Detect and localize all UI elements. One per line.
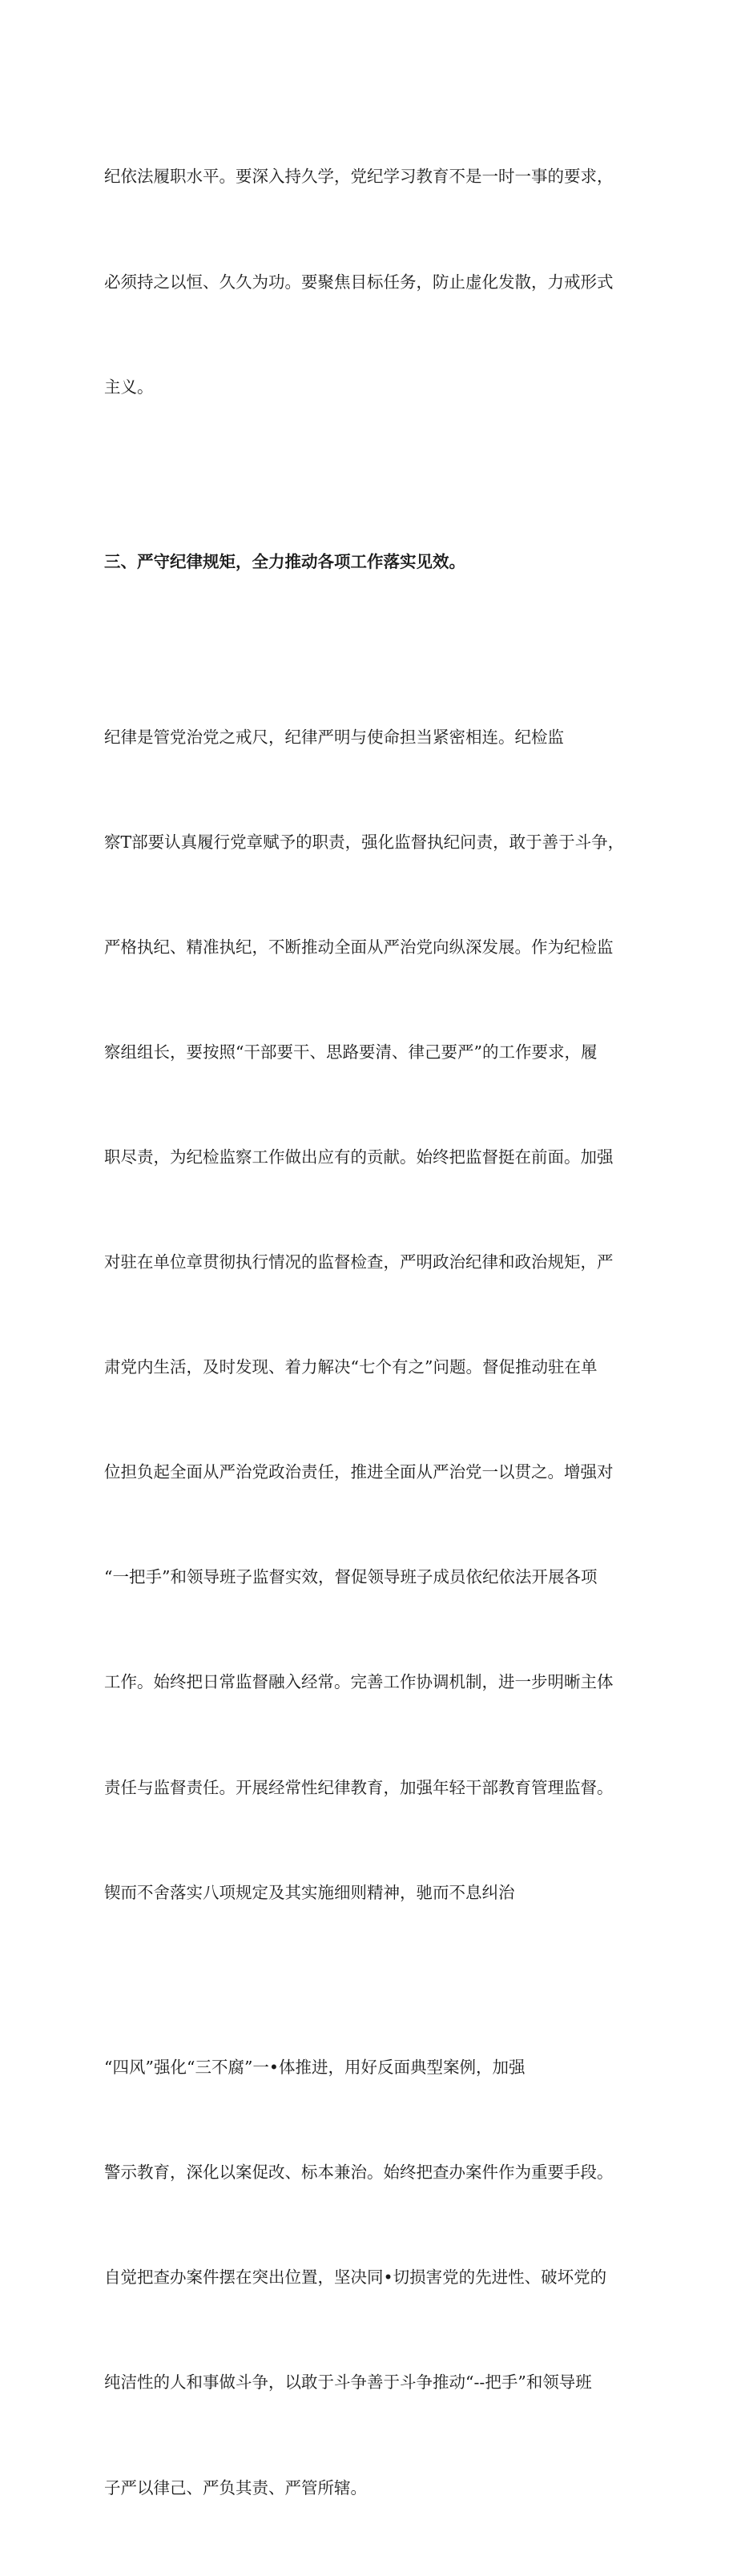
text-line: 自觉把查办案件摆在突出位置，坚决同•切损害党的先进性、破坏党的	[104, 2268, 607, 2288]
section-heading-3	[104, 475, 642, 651]
text-line: “一把手”和领导班子监督实效，督促领导班子成员依纪依法开展各项	[104, 1567, 598, 1587]
paragraph-discipline	[104, 650, 642, 1981]
text-line: 肃党内生活，及时发现、着力解决“七个有之”问题。督促推动驻在单	[104, 1357, 598, 1377]
text-line: 主义。	[104, 377, 154, 397]
paragraph-intro	[104, 90, 642, 475]
document-page	[104, 90, 642, 2576]
text-line: 警示教育，深化以案促改、标本兼治。始终把查办案件作为重要手段。	[104, 2163, 614, 2183]
text-line: 纯洁性的人和事做斗争，以敢于斗争善于斗争推动“--把手”和领导班	[104, 2372, 592, 2393]
text-line: “四风”强化“三不腐”一•体推进，用好反面典型案例，加强	[104, 2058, 526, 2078]
text-line: 察组组长，要按照“干部要干、思路要清、律己要严”的工作要求，履	[104, 1042, 598, 1062]
text-line: 职尽责，为纪检监察工作做出应有的贡献。始终把监督挺在前面。加强	[104, 1147, 614, 1167]
text-line: 必须持之以恒、久久为功。要聚焦目标任务，防止虚化发散，力戒形式	[104, 272, 614, 292]
text-line: 子严以律己、严负其责、严管所辖。	[104, 2477, 367, 2497]
heading-line: 三、严守纪律规矩，全力推动各项工作落实见效。	[104, 552, 465, 572]
text-line: 工作。始终把日常监督融入经常。完善工作协调机制，进一步明晰主体	[104, 1672, 614, 1692]
text-line: 对驻在单位章贯彻执行情况的监督检查，严明政治纪律和政治规矩，严	[104, 1252, 614, 1272]
text-line: 位担负起全面从严治党政治责任，推进全面从严治党一以贯之。增强对	[104, 1462, 614, 1482]
text-line: 纪律是管党治党之戒尺，纪律严明与使命担当紧密相连。纪检监	[104, 727, 564, 747]
text-line: 责任与监督责任。开展经常性纪律教育，加强年轻干部教育管理监督。	[104, 1777, 614, 1797]
text-line: 锲而不舍落实八项规定及其实施细则精神，驰而不息纠治	[104, 1882, 515, 1902]
text-line: 严格执纪、精准执纪，不断推动全面从严治党向纵深发展。作为纪检监	[104, 937, 614, 957]
text-line: 察T部要认真履行党章赋予的职责，强化监督执纪问责，敢于善于斗争，	[104, 832, 625, 852]
paragraph-four-winds	[104, 1981, 642, 2576]
text-line: 纪依法履职水平。要深入持久学，党纪学习教育不是一时一事的要求，	[104, 167, 614, 187]
